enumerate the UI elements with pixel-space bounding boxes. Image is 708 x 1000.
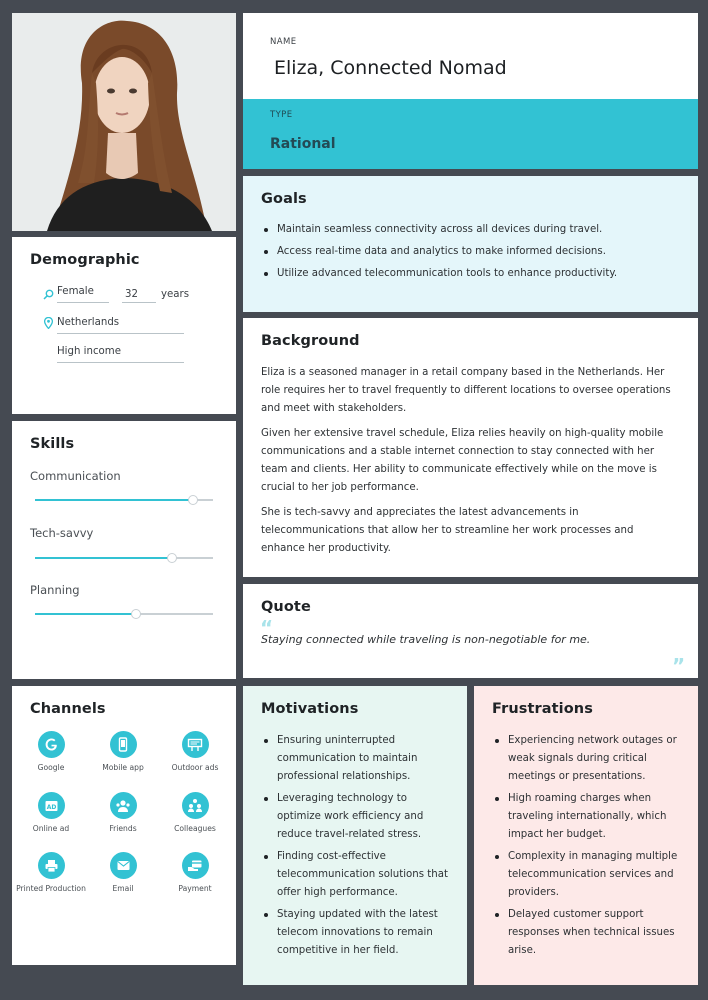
income-underline <box>57 362 184 363</box>
skill-slider <box>35 613 213 615</box>
channel-email <box>87 852 159 894</box>
quote-section <box>243 584 698 678</box>
age-underline <box>122 302 156 303</box>
channel-label: Mobile app <box>102 763 144 772</box>
skill-slider-thumb <box>131 609 141 619</box>
channel-online-ad <box>15 792 87 834</box>
channel-colleagues <box>159 792 231 834</box>
gender-underline <box>57 302 109 303</box>
list-item: Complexity in managing multiple telecommunication services and providers. <box>492 848 680 902</box>
channels-title: Channels <box>30 701 106 717</box>
demographic-section <box>12 237 236 414</box>
channel-mobile-app <box>87 731 159 773</box>
skill-slider-thumb <box>167 553 177 563</box>
billboard-icon <box>182 731 209 758</box>
friends-icon <box>110 792 137 819</box>
motivations-section <box>243 686 467 985</box>
type-value: Rational <box>270 136 336 152</box>
persona-name: Eliza, Connected Nomad <box>274 57 507 79</box>
channel-payment <box>159 852 231 894</box>
age-field: 32 <box>125 289 138 300</box>
quote-text: Staying connected while traveling is non-negotiable for me. <box>261 633 591 646</box>
skill-slider <box>35 557 213 559</box>
goals-title: Goals <box>261 191 307 207</box>
channels-section <box>12 686 236 965</box>
channel-friends <box>87 792 159 834</box>
location-field: Netherlands <box>57 317 120 328</box>
list-item: Ensuring uninterrupted communication to maintain professional relationships. <box>261 732 449 786</box>
channel-label: Payment <box>178 884 212 893</box>
channel-label: Friends <box>109 824 137 833</box>
list-item: Leveraging technology to optimize work efficiency and reduce travel-related stress. <box>261 790 449 844</box>
demographic-title: Demographic <box>30 252 140 268</box>
skills-section <box>12 421 236 679</box>
search-icon <box>43 289 54 300</box>
background-section <box>243 318 698 577</box>
goals-section <box>243 176 698 312</box>
motivations-list <box>261 732 449 960</box>
skill-slider-fill <box>35 499 193 501</box>
background-paragraph: Given her extensive travel schedule, Eliza relies heavily on high-quality mobile communications and a stable internet connection to stay connected with her team and clients. Her ability to communicate effectively while on the move is crucial to her job performance. <box>261 428 664 493</box>
channel-google <box>15 731 87 773</box>
skill-slider-fill <box>35 613 136 615</box>
motivations-title: Motivations <box>261 701 359 717</box>
skill-slider-thumb <box>188 495 198 505</box>
gender-field: Female <box>57 286 94 297</box>
skill-label: Communication <box>30 469 121 483</box>
portrait-image <box>12 13 236 231</box>
list-item: Experiencing network outages or weak signals during critical meetings or presentations. <box>492 732 680 786</box>
name-card <box>243 13 698 99</box>
list-item: Staying updated with the latest telecom innovations to remain competitive in her field. <box>261 906 449 960</box>
quote-title: Quote <box>261 599 311 615</box>
close-quote-icon: ” <box>672 654 686 678</box>
payment-icon <box>182 852 209 879</box>
background-paragraph: She is tech-savvy and appreciates the latest advancements in telecommunications that allow her to streamline her work processes and enhance her productivity. <box>261 507 634 554</box>
list-item: High roaming charges when traveling internationally, which impact her budget. <box>492 790 680 844</box>
list-item: Maintain seamless connectivity across all devices during travel. <box>261 221 680 239</box>
channel-label: Email <box>112 884 134 893</box>
age-unit: years <box>161 289 190 300</box>
channel-label: Online ad <box>32 824 70 833</box>
channel-label: Printed Production <box>16 884 86 893</box>
goals-list <box>261 221 680 283</box>
skill-slider <box>35 499 213 501</box>
skill-slider-fill <box>35 557 172 559</box>
email-icon <box>110 852 137 879</box>
list-item: Finding cost-effective telecommunication solutions that offer high performance. <box>261 848 449 902</box>
persona-photo <box>12 13 236 231</box>
name-label: NAME <box>270 37 297 47</box>
frustrations-section <box>474 686 698 985</box>
skill-label: Planning <box>30 583 80 597</box>
skill-label: Tech-savvy <box>30 526 94 540</box>
background-title: Background <box>261 333 360 349</box>
svg-text:AD: AD <box>46 803 56 811</box>
type-card <box>243 99 698 169</box>
frustrations-list <box>492 732 680 960</box>
type-label: TYPE <box>270 110 293 120</box>
skills-title: Skills <box>30 436 75 452</box>
list-item: Delayed customer support responses when technical issues arise. <box>492 906 680 960</box>
channel-label: Outdoor ads <box>171 763 219 772</box>
channel-label: Colleagues <box>174 824 216 833</box>
income-field: High income <box>57 346 121 357</box>
location-pin-icon <box>44 317 53 329</box>
google-icon <box>38 731 65 758</box>
channel-outdoor-ads <box>159 731 231 773</box>
background-paragraph: Eliza is a seasoned manager in a retail company based in the Netherlands. Her role requires her to travel frequently to different locations to oversee operations and meet with stakeholders. <box>261 367 671 414</box>
ad-icon <box>38 792 65 819</box>
open-quote-icon: “ <box>260 616 274 640</box>
list-item: Utilize advanced telecommunication tools to enhance productivity. <box>261 265 680 283</box>
channel-label: Google <box>37 763 65 772</box>
mobile-app-icon <box>110 731 137 758</box>
colleagues-icon <box>182 792 209 819</box>
list-item: Access real-time data and analytics to make informed decisions. <box>261 243 680 261</box>
frustrations-title: Frustrations <box>492 701 593 717</box>
printer-icon <box>38 852 65 879</box>
location-underline <box>57 333 184 334</box>
channel-printed-production <box>15 852 87 894</box>
